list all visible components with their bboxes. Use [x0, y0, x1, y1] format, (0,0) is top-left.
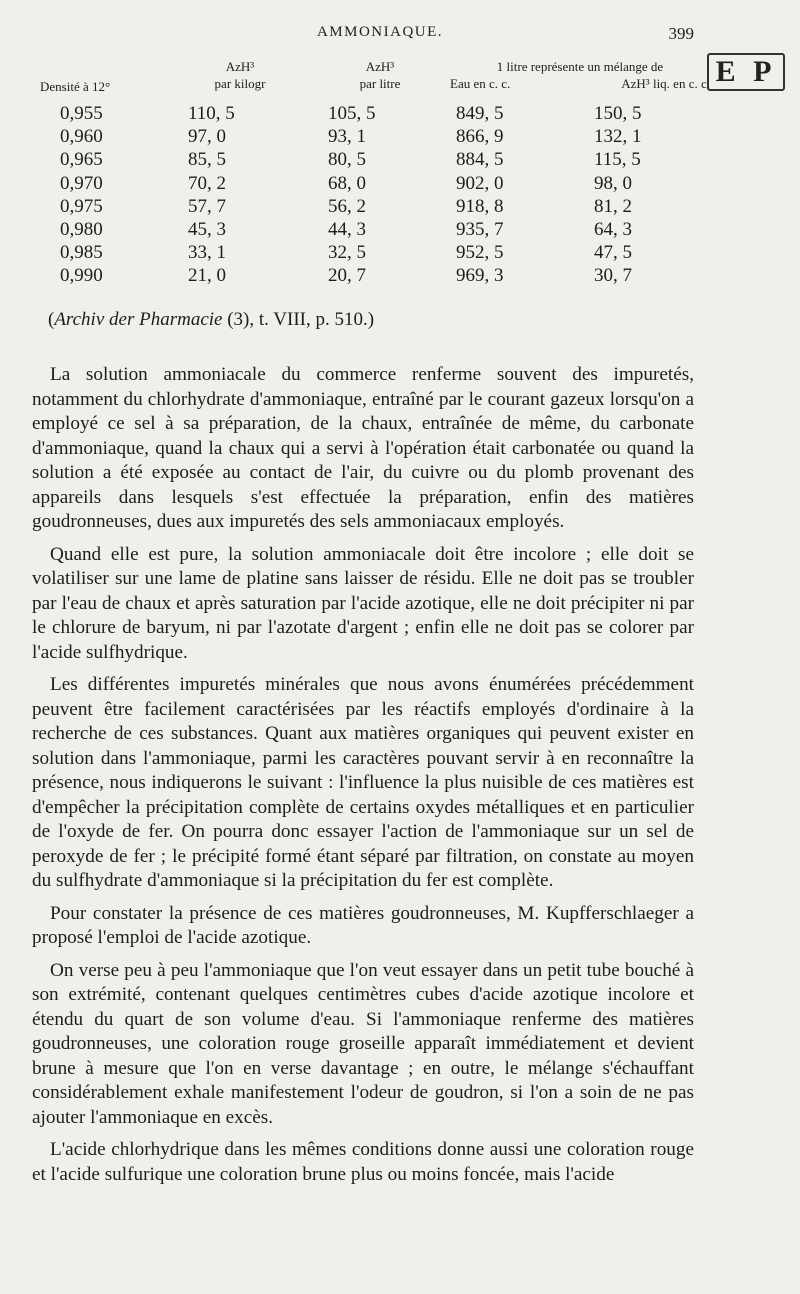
table-cell: 110, 5: [188, 103, 235, 124]
header-mixture-sub: [450, 75, 710, 92]
header-per-litre-top: AzH³: [365, 59, 395, 74]
paragraph: Pour constater la présence de ces matières goudronneuses, M. Kupfferschlaeger a proposé l'emploi de l'acide azotique.: [32, 902, 694, 948]
header-mixture: [450, 58, 710, 92]
table-cell: 884, 5: [456, 149, 504, 171]
table-cell: 64, 3: [594, 218, 632, 240]
header-per-litre: [330, 58, 430, 92]
table-cell: 918, 8: [456, 195, 504, 217]
table-cell: 30, 7: [594, 265, 632, 287]
paragraph: On verse peu à peu l'ammoniaque que l'on veut essayer dans un petit tube bouché à son extrémité, contenant quelques centimètres cubes d'acide azotique incolore et étendu du quart de son volume d'eau. Si l'ammoniaque renferme des matières goudronneuses, une coloration rouge groseille apparaît immédiatement et devient brune à mesure que l'on en verse davantage ; en outre, le mélange s'échauffant considérablement exhale manifestement l'odeur de goudron, si l'on a soin de ne pas ajouter l'ammoniaque en excès.: [32, 959, 694, 1128]
table-cell: 47, 5: [594, 242, 632, 264]
table-cell: 97, 0: [188, 126, 226, 148]
citation-open: (: [48, 309, 55, 330]
table-cell: 70, 2: [188, 172, 226, 194]
table-cell: 866, 9: [456, 126, 504, 148]
table-cell: 935, 7: [456, 218, 504, 240]
header-per-kilo: [185, 58, 295, 92]
library-stamp: E P: [707, 53, 785, 91]
table-cell: 0,980: [60, 218, 103, 240]
table-cell: 969, 3: [456, 265, 504, 287]
table-cell: 0,975: [60, 195, 103, 217]
table-cell: 20, 7: [328, 265, 366, 287]
running-title: AMMONIAQUE.: [316, 24, 444, 40]
table-cell: 68, 0: [328, 172, 366, 194]
table-row: [58, 148, 698, 171]
table-row: [58, 264, 698, 287]
table-row: [58, 195, 698, 218]
header-per-kilo-top: AzH³: [225, 59, 255, 74]
page-header: [60, 24, 700, 50]
table-cell: 0,955: [60, 103, 103, 124]
table-row: [58, 125, 698, 148]
table-row: [58, 102, 698, 125]
header-per-litre-bottom: par litre: [359, 76, 401, 91]
header-ammonia-liquid: AzH³ liq. en c. c.: [621, 76, 710, 91]
table-cell: 115, 5: [594, 149, 641, 171]
table-cell: 45, 3: [188, 218, 226, 240]
table-row: [58, 172, 698, 195]
body-text: [32, 363, 694, 1195]
density-table: [58, 102, 698, 288]
citation: [48, 309, 374, 331]
citation-source: Archiv der Pharmacie: [54, 309, 223, 330]
table-cell: 21, 0: [188, 265, 226, 287]
table-cell: 0,990: [60, 265, 103, 287]
paragraph: L'acide chlorhydrique dans les mêmes conditions donne aussi une coloration rouge et l'acide sulfurique une coloration brune plus ou moins foncée, mais l'acide: [32, 1139, 694, 1185]
table-cell: 93, 1: [328, 126, 366, 148]
table-cell: 44, 3: [328, 218, 366, 240]
header-mixture-top: 1 litre représente un mélange de: [496, 59, 664, 74]
header-water: Eau en c. c.: [450, 76, 511, 91]
paragraph: Quand elle est pure, la solution ammoniacale doit être incolore ; elle doit se volatiliser sur une lame de platine sans laisser de résidu. Elle ne doit pas se troubler par l'eau de chaux et après saturation par l'acide azotique, elle ne doit précipiter ni par le chlorure de baryum, ni par l'azotate d'argent ; enfin elle ne doit pas se colorer par l'acide sulfhydrique.: [32, 543, 694, 663]
table-cell: 0,960: [60, 126, 103, 148]
table-cell: 33, 1: [188, 242, 226, 264]
table-row: [58, 241, 698, 264]
table-header: [40, 58, 710, 98]
table-cell: 56, 2: [328, 195, 366, 217]
table-cell: 0,985: [60, 242, 103, 264]
paragraph: Les différentes impuretés minérales que nous avons énumérées précédemment peuvent être facilement caractérisées par les réactifs employés d'ordinaire à la recherche de ces substances. Quant aux matières organiques qui peuvent exister en solution dans l'ammoniaque, parmi les caractères pouvant servir à en reconnaître la présence, nous indiquerons le suivant : l'influence la plus nuisible de ces matières est d'empêcher la précipitation complète de certains oxydes métalliques et en particulier de l'oxyde de fer. On pourra donc essayer l'action de l'ammoniaque sur un sel de peroxyde de fer ; le précipité formé étant séparé par filtration, on constate au moyen du sulfhydrate d'ammoniaque si la précipitation du fer est complète.: [32, 674, 694, 891]
table-cell: 85, 5: [188, 149, 226, 171]
table-cell: 80, 5: [328, 149, 366, 171]
table-cell: 952, 5: [456, 242, 504, 264]
table-cell: 0,970: [60, 172, 103, 194]
table-cell: 849, 5: [456, 103, 504, 124]
table-cell: 0,965: [60, 149, 103, 171]
table-cell: 81, 2: [594, 195, 632, 217]
page-number: 399: [668, 24, 694, 43]
header-per-kilo-bottom: par kilogr: [214, 76, 266, 91]
table-row: [58, 218, 698, 241]
table-cell: 57, 7: [188, 195, 226, 217]
table-cell: 105, 5: [328, 103, 376, 124]
table-cell: 150, 5: [594, 103, 642, 124]
table-cell: 902, 0: [456, 172, 504, 194]
paragraph: La solution ammoniacale du commerce renferme souvent des impuretés, notamment du chlorhydrate d'ammoniaque, entraîné par le courant gazeux lorsqu'on a employé ce sel à sa préparation, de la chaux, entraînée de même, du carbonate d'ammoniaque, quand la chaux qui a servi à l'opération était carbonatée ou quand la solution a été exposée au contact de l'air, du cuivre ou du plomb provenant des appareils dans lesquels s'est effectuée la préparation, enfin des matières goudronneuses, dues aux impuretés des sels ammoniacaux employés.: [32, 364, 694, 532]
table-cell: 32, 5: [328, 242, 366, 264]
header-density: Densité à 12°: [40, 79, 111, 94]
table-cell: 98, 0: [594, 172, 632, 194]
citation-reference: (3), t. VIII, p. 510.): [222, 309, 375, 330]
table-cell: 132, 1: [594, 126, 642, 148]
